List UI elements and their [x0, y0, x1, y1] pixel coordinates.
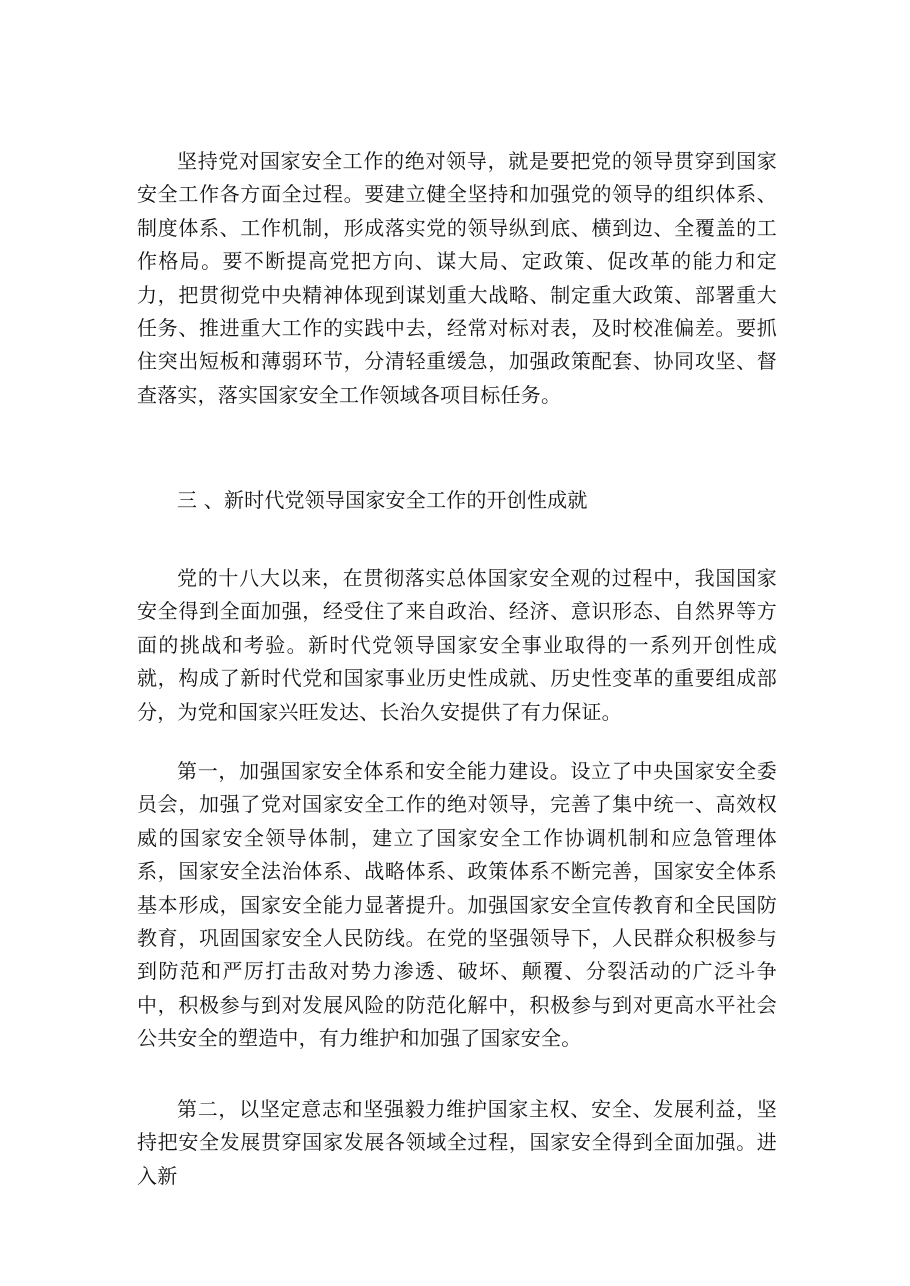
section-heading: 三 、新时代党领导国家安全工作的开创性成就 — [177, 488, 588, 512]
paragraph-first-point: 第一，加强国家安全体系和安全能力建设。设立了中央国家安全委员会，加强了党对国家安全工作的绝对领导，完善了集中统一、高效权威的国家安全领导体制，建立了国家安全工作协调机制和应急管理体系，国家安全法治体系、战略体系、政策体系不断完善，国家安全体系基本形成，国家安全能力显著提升。加强国家安全宣传教育和全民国防教育，巩固国家安全人民防线。在党的坚强领导下，人民群众积极参与到防范和严厉打击敌对势力渗透、破坏、颠覆、分裂活动的广泛斗争中，积极参与到对发展风险的防范化解中，积极参与到对更高水平社会公共安全的塑造中，有力维护和加强了国家安全。 — [137, 759, 777, 1051]
paragraph-leadership: 坚持党对国家安全工作的绝对领导，就是要把党的领导贯穿到国家安全工作各方面全过程。要建立健全坚持和加强党的领导的组织体系、制度体系、工作机制，形成落实党的领导纵到底、横到边、全覆盖的工作格局。要不断提高党把方向、谋大局、定政策、促改革的能力和定力，把贯彻党中央精神体现到谋划重大战略、制定重大政策、部署重大任务、推进重大工作的实践中去，经常对标对表，及时校准偏差。要抓住突出短板和薄弱环节，分清轻重缓急，加强政策配套、协同攻坚、督查落实，落实国家安全工作领域各项目标任务。 — [137, 149, 777, 407]
paragraph-second-point: 第二，以坚定意志和坚强毅力维护国家主权、安全、发展利益，坚持把安全发展贯穿国家发展各领域全过程，国家安全得到全面加强。进入新 — [137, 1097, 777, 1188]
paragraph-achievements-intro: 党的十八大以来，在贯彻落实总体国家安全观的过程中，我国国家安全得到全面加强，经受住了来自政治、经济、意识形态、自然界等方面的挑战和考验。新时代党领导国家安全事业取得的一系列开创性成就，构成了新时代党和国家事业历史性成就、历史性变革的重要组成部分，为党和国家兴旺发达、长治久安提供了有力保证。 — [137, 566, 777, 724]
